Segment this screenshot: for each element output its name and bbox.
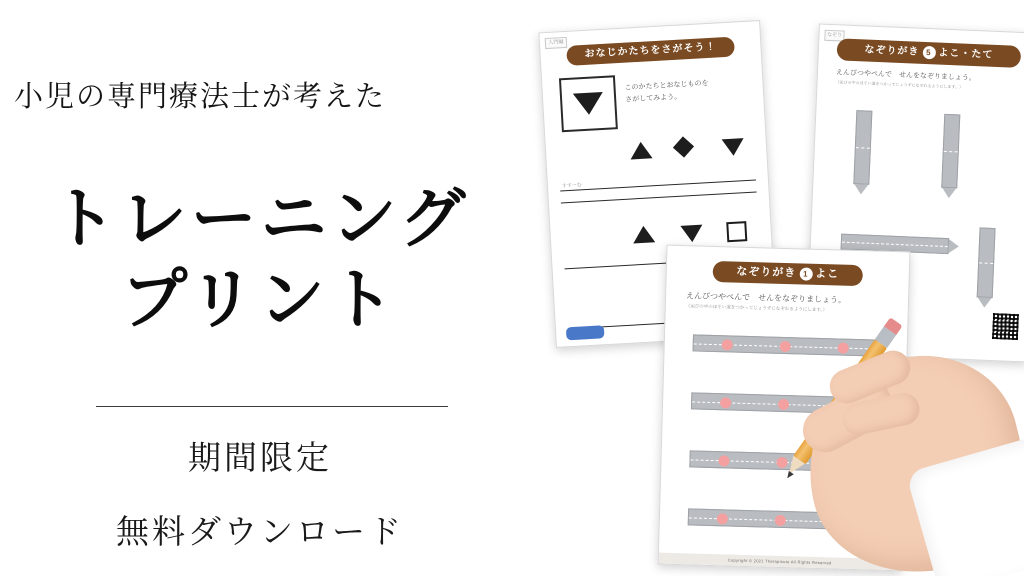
triangle-down-icon <box>680 225 703 243</box>
kicker-text: 小児の専門療法士が考えた <box>14 81 387 113</box>
sheet-c-level-badge: 1 <box>799 267 812 280</box>
copyright-text: Copyright © 2021 Therapisuto All Rights Reserved <box>727 557 832 566</box>
sheet-b-instruction-2: （运びの中のほそい道をつかってじょうずになぞれるようにします。） <box>835 79 964 90</box>
arrow-down-icon <box>942 188 956 199</box>
hand-with-pencil-illustration <box>770 300 1024 576</box>
car-icon <box>566 325 605 340</box>
diamond-icon <box>673 136 694 157</box>
triangle-down-icon <box>573 92 604 116</box>
sheet-c-title-text: なぞりがき <box>736 265 797 280</box>
sheet-c-title-suffix: よこ <box>815 267 840 281</box>
sheet-a-instruction-2: さがしてみよう。 <box>625 93 682 104</box>
tracing-road-vertical <box>941 114 960 189</box>
arrow-down-icon <box>854 184 868 195</box>
square-icon <box>726 221 747 242</box>
sheet-c-instruction-2: （运びの中のほそい道をつかってじょうずになぞれるようにします。） <box>685 303 828 313</box>
page-title-line2: プリント <box>121 261 399 336</box>
triangle-down-icon <box>722 138 745 156</box>
divider <box>96 406 448 407</box>
page-title-line1: トレーニング <box>50 181 470 255</box>
sheet-b-title <box>836 38 1021 68</box>
shape-prompt-box <box>559 75 618 132</box>
triangle-up-icon <box>630 141 653 159</box>
sheet-b-instruction-1: えんぴつやペんで せんをなぞりましょう。 <box>835 69 976 83</box>
arrow-right-icon <box>949 239 960 253</box>
subtitle-free-download: 無料ダウンロード <box>116 513 404 550</box>
sheet-a-instruction-1: このかたちとおなじものを <box>624 80 709 92</box>
sheet-b-title-text: なぞりがき <box>864 44 920 58</box>
tracing-road-vertical <box>853 110 872 185</box>
sheet-a-title: おなじかたちをさがそう！ <box>566 37 735 66</box>
sheet-a-row-label: すすーむ <box>561 182 583 190</box>
sheet-a-corner-tab: 入門編 <box>545 37 568 49</box>
sheet-b-corner-tab: なぞり <box>824 30 844 42</box>
sheet-c-instruction-1: えんぴつやぺんで せんをなぞりましょう。 <box>685 291 847 305</box>
sheet-c-title <box>712 261 863 286</box>
sheet-b-title-suffix: よこ・たて <box>938 47 994 61</box>
tracing-road-vertical <box>977 227 996 298</box>
page-title <box>0 178 520 339</box>
answer-rule <box>561 192 757 204</box>
subtitle-limited: 期間限定 <box>188 439 332 476</box>
answer-rule <box>560 180 756 192</box>
triangle-up-icon <box>632 225 655 243</box>
sheet-b-level-badge: 5 <box>922 46 936 60</box>
